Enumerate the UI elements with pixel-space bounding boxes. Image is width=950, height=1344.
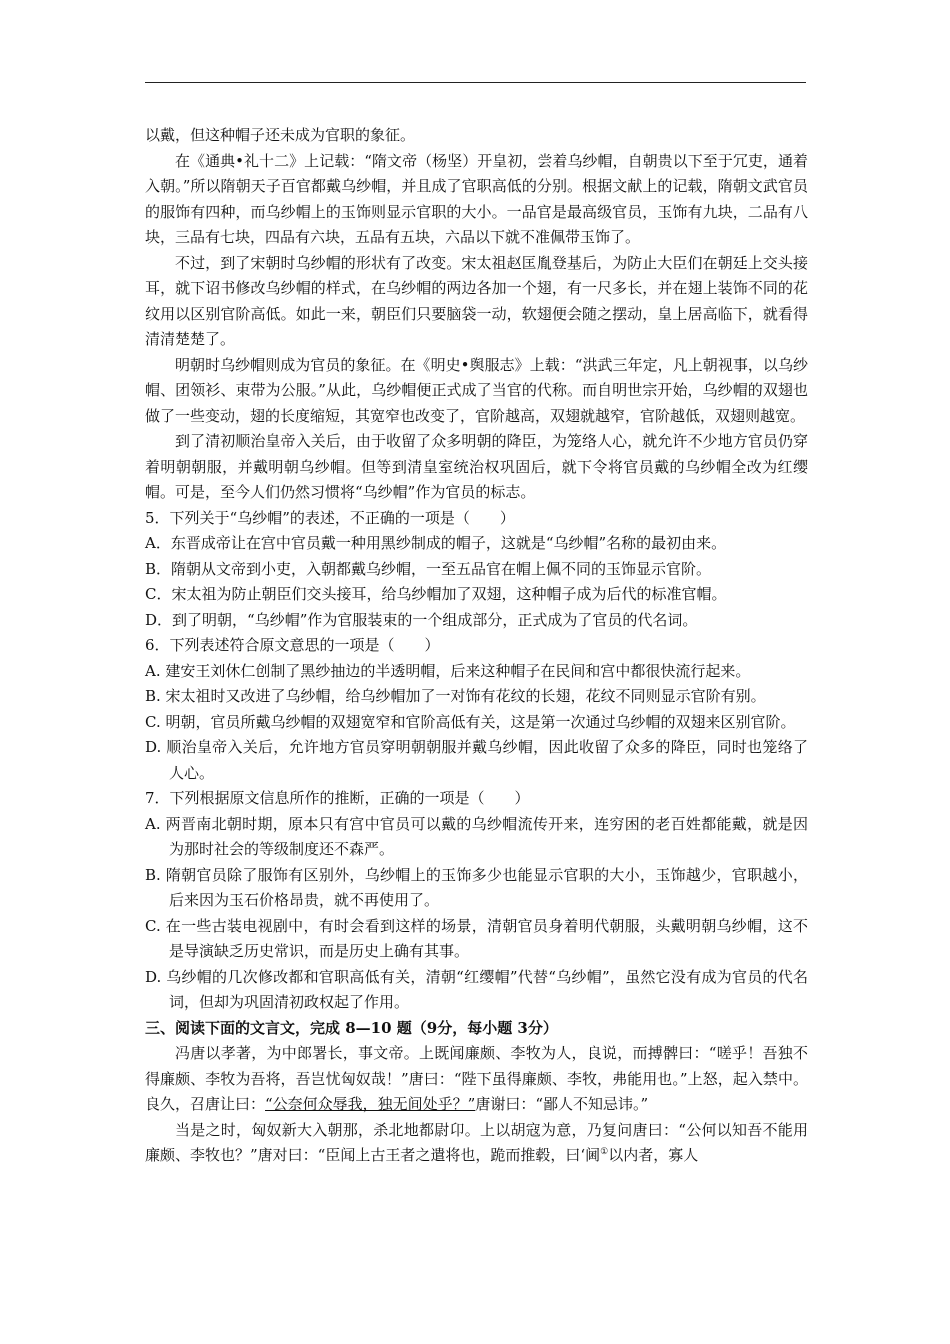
question-5-option-d: D．到了明朝，“乌纱帽”作为官服装束的一个组成部分，正式成为了官员的代名词。 [145,610,698,629]
classical-text: 以内者，寡人 [608,1146,699,1164]
question-7-option-a: A. 两晋南北朝时期，原本只有宫中官员可以戴的乌纱帽流传开来，连穷困的老百姓都能戴，就是因为那时社会的等级制度还不森严。 [145,814,808,858]
question-5-stem: 5．下列关于“乌纱帽”的表述，不正确的一项是（ ） [145,508,515,527]
classical-text: 唐谢曰：“鄙人不知忌讳。” [475,1095,649,1113]
document-body [145,123,808,1169]
question-5-option-b: B．隋朝从文帝到小吏，入朝都戴乌纱帽，一至五品官在帽上佩不同的玉饰显示官阶。 [145,559,712,578]
classical-text: 冯唐以孝著，为中郎署长，事文帝。上既闻廉颇、李牧为人，良说，而搏髀曰：“嗟乎！吾独不得廉颇、李牧为吾将，吾岂忧匈奴哉！”唐曰：“陛下虽得廉颇、李牧，弗能用也。”上怒，起入禁中。良久，召唐让曰： [145,1044,808,1113]
classical-text: 当是之时，匈奴新大入朝那，杀北地都尉卬。上以胡寇为意，乃复问唐曰：“公何以知吾不能用廉颇、李牧也？”唐对曰：“臣闻上古王者之遣将也，跪而推毂，曰‘阃 [145,1120,808,1164]
question-6-option-b: B. 宋太祖时又改进了乌纱帽，给乌纱帽加了一对饰有花纹的长翅，花纹不同则显示官阶有别。 [145,687,766,705]
classical-paragraph [145,1041,808,1118]
question-6-option-c: C. 明朝，官员所戴乌纱帽的双翅宽窄和官阶高低有关，这是第一次通过乌纱帽的双翅来区别官阶。 [145,712,796,731]
passage-paragraph: 到了清初顺治皇帝入关后，由于收留了众多明朝的降臣，为笼络人心，就允许不少地方官员仍穿着明朝朝服，并戴明朝乌纱帽。但等到清皇室统治权巩固后，就下令将官员戴的乌纱帽全改为红缨帽。可是，至今人们仍然习惯将“乌纱帽”作为官员的标志。 [145,432,808,501]
classical-paragraph [145,1118,808,1169]
question-7-stem: 7．下列根据原文信息所作的推断，正确的一项是（ ） [145,789,530,807]
passage-paragraph: 不过，到了宋朝时乌纱帽的形状有了改变。宋太祖赵匡胤登基后，为防止大臣们在朝廷上交头接耳，就下诏书修改乌纱帽的样式，在乌纱帽的两边各加一个翅，有一尺多长，并在翅上装饰不同的花纹用以区别官阶高低。如此一来，朝臣们只要脑袋一动，软翅便会随之摆动，皇上居高临下，就看得清清楚楚了。 [145,253,808,348]
question-6-option-a: A. 建安王刘休仁创制了黑纱抽边的半透明帽，后来这种帽子在民间和宫中都很快流行起来。 [145,661,751,680]
passage-paragraph: 以戴，但这种帽子还未成为官职的象征。 [145,126,416,144]
question-7-option-b: B. 隋朝官员除了服饰有区别外，乌纱帽上的玉饰多少也能显示官职的大小，玉饰越少，官职越小，后来因为玉石价格昂贵，就不再使用了。 [145,865,808,909]
footnote-marker: ① [600,1147,609,1157]
question-5-option-c: C．宋太祖为防止朝臣们交头接耳，给乌纱帽加了双翅，这种帽子成为后代的标准官帽。 [145,585,727,603]
header-rule [145,82,806,83]
classical-passage [145,1041,808,1169]
question-7-option-d: D. 乌纱帽的几次修改都和官职高低有关，清朝“红缨帽”代替“乌纱帽”，虽然它没有成为官员的代名词，但却为巩固清初政权起了作用。 [145,967,808,1011]
underlined-sentence: “公奈何众辱我，独无间处乎？” [265,1095,476,1113]
passage-paragraph: 在《通典•礼十二》上记载：“隋文帝（杨坚）开皇初，尝着乌纱帽，自朝贵以下至于冗吏，通着入朝。”所以隋朝天子百官都戴乌纱帽，并且成了官职高低的分别。根据文献上的记载，隋朝文武官员的服饰有四种，而乌纱帽上的玉饰则显示官职的大小。一品官是最高级官员，玉饰有九块，二品有八块，三品有七块，四品有六块，五品有五块，六品以下就不准佩带玉饰了。 [145,151,808,246]
section-3-title: 三、阅读下面的文言文，完成 8—10 题（9分，每小题 3分） [145,1018,558,1037]
question-7-option-c: C. 在一些古装电视剧中，有时会看到这样的场景，清朝官员身着明代朝服，头戴明朝乌纱帽，这不是导演缺乏历史常识，而是历史上确有其事。 [145,916,808,960]
question-6-stem: 6．下列表述符合原文意思的一项是（ ） [145,636,440,654]
passage-paragraph: 明朝时乌纱帽则成为官员的象征。在《明史•舆服志》上载：“洪武三年定，凡上朝视事，以乌纱帽、团领衫、束带为公服。”从此，乌纱帽便正式成了当官的代称。而自明世宗开始，乌纱帽的双翅也做了一些变动，翅的长度缩短，其宽窄也改变了，官阶越高，双翅就越窄，官阶越低，双翅则越宽。 [145,355,808,425]
question-6-option-d: D. 顺治皇帝入关后，允许地方官员穿明朝朝服并戴乌纱帽，因此收留了众多的降臣，同时也笼络了人心。 [145,738,808,782]
question-5-option-a: A．东晋成帝让在宫中官员戴一种用黑纱制成的帽子，这就是“乌纱帽”名称的最初由来。 [145,534,727,552]
